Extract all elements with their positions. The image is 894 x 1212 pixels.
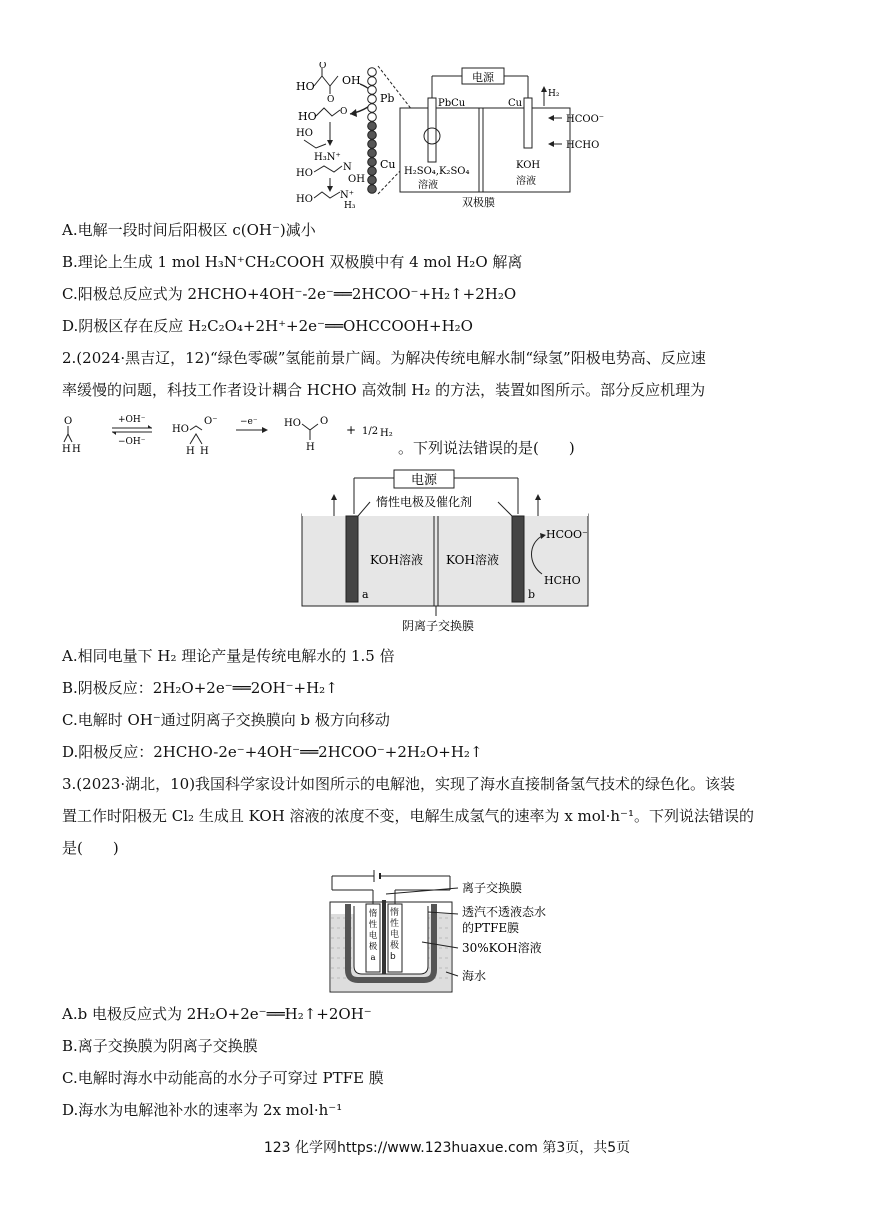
q3-electrode-a: 惰性电极 a — [368, 909, 378, 963]
q2-stem-line1: 2.(2024·黑吉辽，12)“绿色零碳”氢能前景广阔。为解决传统电解水制“绿氢”阳极电势高、反应速 — [62, 349, 706, 367]
q2-plus: + — [346, 423, 357, 437]
svg-text:O⁻: O⁻ — [204, 416, 218, 427]
q1-bead-chain — [368, 68, 377, 194]
svg-text:H: H — [200, 446, 209, 454]
q2-electrode-a: a — [362, 588, 369, 601]
q1-cu-label: Cu — [380, 158, 396, 171]
q1-power-label: 电源 — [472, 71, 494, 84]
page-footer: 123 化学网https://www.123huaxue.com 第3页，共5页 — [263, 1140, 631, 1156]
q2-left-solution: KOH溶液 — [370, 553, 423, 567]
svg-text:OH: OH — [348, 174, 365, 185]
q2-right-solution: KOH溶液 — [446, 553, 499, 567]
q1-mol-h3n: H₃N⁺ — [314, 152, 341, 163]
q3-option-d: D.海水为电解池补水的速率为 2x mol·h⁻¹ — [62, 1101, 343, 1119]
q1-option-b: B.理论上生成 1 mol H₃N⁺CH₂COOH 双极膜中有 4 mol H₂O 解离 — [62, 253, 523, 271]
q1-right-solution: KOH — [516, 160, 541, 171]
q1-electrode-left: PbCu — [438, 98, 466, 109]
q2-membrane-label: 阴离子交换膜 — [402, 619, 475, 633]
svg-text:HO: HO — [296, 128, 313, 139]
q2-hcho-label: HCHO — [544, 574, 581, 587]
q2-catalyst-label: 惰性电极及催化剂 — [376, 495, 473, 509]
q1-membrane-label: 双极膜 — [462, 196, 495, 209]
q1-mol-oh: OH — [342, 74, 361, 87]
q2-half: 1/2 — [362, 426, 379, 437]
q2-stem-line2: 率缓慢的问题，科技工作者设计耦合 HCHO 高效制 H₂ 的方法，装置如图所示。部分反应机理为 — [62, 381, 706, 399]
q2-option-c: C.电解时 OH⁻通过阴离子交换膜向 b 极方向移动 — [62, 711, 390, 729]
q2-electrode-b: b — [528, 588, 536, 601]
svg-text:O: O — [340, 107, 348, 117]
q1-option-c: C.阳极总反应式为 2HCHO+4OH⁻-2e⁻══2HCOO⁻+H₂↑+2H₂O — [62, 285, 517, 303]
svg-text:H: H — [62, 444, 71, 454]
q1-left-solution: H₂SO₄,K₂SO₄ — [404, 166, 470, 177]
svg-text:HO: HO — [298, 110, 317, 123]
svg-text:O: O — [319, 62, 327, 71]
q2-figure — [298, 466, 598, 634]
svg-text:H: H — [72, 444, 81, 454]
q3-label-koh: 30%KOH溶液 — [462, 941, 542, 955]
q1-mol-n: N — [343, 162, 352, 173]
q3-label-ptfe1: 透汽不透液态水 — [462, 905, 547, 919]
q1-mol-ho: HO — [296, 80, 315, 93]
q1-figure — [290, 62, 620, 212]
q3-electrode-b-label: 惰性电极b — [390, 908, 400, 962]
q1-electrode-right: Cu — [508, 98, 523, 109]
q1-pb-label: Pb — [380, 92, 395, 105]
q2-option-d: D.阳极反应：2HCHO-2e⁻+4OH⁻══2HCOO⁻+2H₂O+H₂↑ — [62, 743, 483, 761]
q3-stem-line3: 是( ) — [62, 839, 119, 857]
q3-stem-line1: 3.(2023·湖北，10)我国科学家设计如图所示的电解池，实现了海水直接制备氢气技术的绿色化。该装 — [62, 775, 736, 793]
svg-text:N⁺: N⁺ — [340, 190, 355, 201]
svg-text:O: O — [64, 416, 73, 427]
q1-hcho-label: HCHO — [566, 140, 600, 151]
q3-option-b: B.离子交换膜为阴离子交换膜 — [62, 1037, 258, 1055]
q2-minus-oh: −OH⁻ — [118, 437, 146, 447]
q2-option-b: B.阴极反应：2H₂O+2e⁻══2OH⁻+H₂↑ — [62, 679, 338, 697]
q3-stem-line2: 置工作时阳极无 Cl₂ 生成且 KOH 溶液的浓度不变，电解生成氢气的速率为 x mol·h⁻¹。下列说法错误的 — [62, 807, 754, 825]
q1-left-solution-word: 溶液 — [418, 180, 438, 191]
q2-minus-e: −e⁻ — [240, 417, 258, 427]
q2-mechanism — [62, 410, 402, 454]
q1-option-a: A.电解一段时间后阳极区 c(OH⁻)减小 — [62, 221, 316, 239]
svg-text:H: H — [306, 442, 315, 453]
svg-text:O: O — [320, 416, 329, 427]
svg-text:O: O — [327, 95, 335, 105]
q1-mol-ho-n: HO — [296, 168, 313, 179]
q3-figure — [326, 868, 586, 998]
q1-h2-label: H₂ — [548, 89, 560, 99]
svg-text:HO: HO — [172, 424, 189, 435]
q1-right-solution-word: 溶液 — [516, 176, 536, 187]
q3-label-ptfe2: 的PTFE膜 — [462, 921, 520, 935]
q2-stem-line3: 。下列说法错误的是( ) — [398, 439, 575, 457]
q2-h2: H₂ — [380, 428, 393, 439]
q2-option-a: A.相同电量下 H₂ 理论产量是传统电解水的 1.5 倍 — [62, 647, 395, 665]
svg-text:H: H — [186, 446, 195, 454]
q2-hcoo-label: HCOO⁻ — [546, 528, 588, 541]
q1-mol-h3: H₃ — [344, 201, 356, 211]
q1-hcoo-label: HCOO⁻ — [566, 114, 605, 125]
q2-power-label: 电源 — [410, 473, 438, 488]
q2-plus-oh: +OH⁻ — [118, 415, 146, 425]
q3-label-membrane: 离子交换膜 — [462, 881, 523, 895]
q3-label-sea: 海水 — [462, 969, 487, 983]
q1-option-d: D.阴极区存在反应 H₂C₂O₄+2H⁺+2e⁻══OHCCOOH+H₂O — [62, 317, 473, 335]
q3-option-c: C.电解时海水中动能高的水分子可穿过 PTFE 膜 — [62, 1069, 384, 1087]
svg-text:HO: HO — [296, 194, 313, 205]
q3-option-a: A.b 电极反应式为 2H₂O+2e⁻══H₂↑+2OH⁻ — [62, 1005, 372, 1023]
svg-text:HO: HO — [284, 418, 301, 429]
